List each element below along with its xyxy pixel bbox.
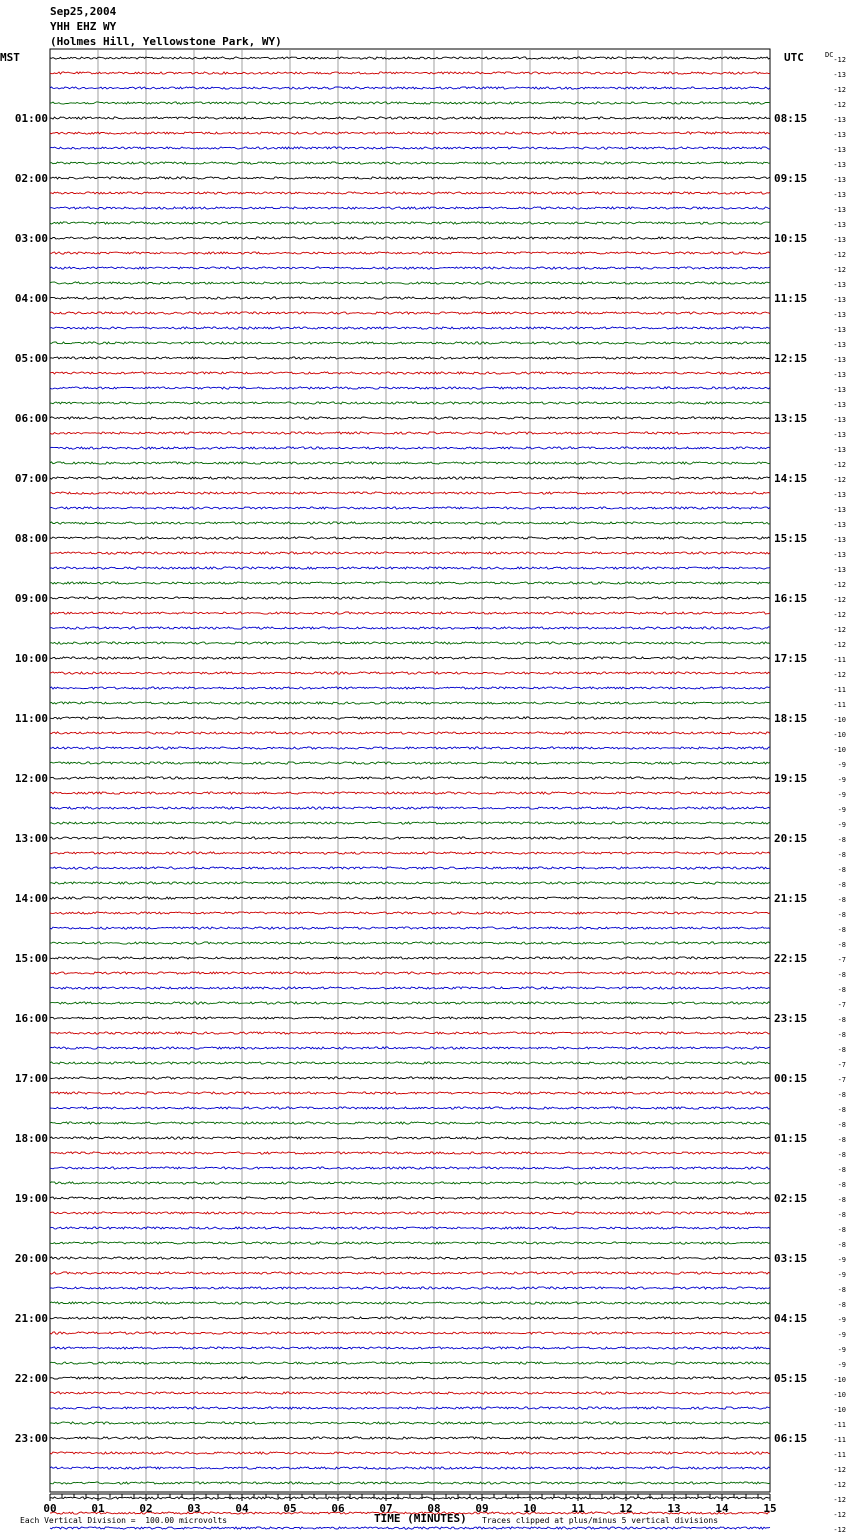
mst-hour-label: 15:00 bbox=[14, 952, 48, 965]
x-tick-label: 02 bbox=[139, 1502, 153, 1515]
trace-group bbox=[50, 57, 770, 1534]
clip-note: Traces clipped at plus/minus 5 vertical divisions bbox=[482, 1516, 719, 1525]
trace-line bbox=[50, 1317, 770, 1319]
dc-offset-label: -12 bbox=[833, 476, 846, 484]
dc-offset-label: -8 bbox=[837, 1286, 846, 1294]
utc-hour-label: 08:15 bbox=[774, 112, 808, 125]
dc-offset-label: -8 bbox=[837, 1211, 846, 1219]
dc-offset-label: -13 bbox=[833, 356, 846, 364]
mst-hour-label: 21:00 bbox=[14, 1312, 48, 1325]
trace-line bbox=[50, 87, 770, 89]
dc-offset-label: -10 bbox=[833, 1391, 846, 1399]
x-tick-label: 06 bbox=[331, 1502, 345, 1515]
x-tick-label: 10 bbox=[523, 1502, 537, 1515]
trace-line bbox=[50, 537, 770, 539]
trace-line bbox=[50, 222, 770, 224]
utc-hour-label: 13:15 bbox=[774, 412, 808, 425]
station-location: (Holmes Hill, Yellowstone Park, WY) bbox=[50, 35, 282, 48]
trace-line bbox=[50, 897, 770, 899]
x-tick-label: 00 bbox=[43, 1502, 57, 1515]
dc-offset-label: -8 bbox=[837, 1106, 846, 1114]
trace-line bbox=[50, 1077, 770, 1079]
dc-offset-label: -8 bbox=[837, 1181, 846, 1189]
utc-hour-label: 17:15 bbox=[774, 652, 808, 665]
dc-offset-label: -13 bbox=[833, 431, 846, 439]
dc-offset-label: -12 bbox=[833, 251, 846, 259]
trace-line bbox=[50, 1227, 770, 1229]
trace-line bbox=[50, 1437, 770, 1439]
utc-axis-title: UTC bbox=[784, 51, 804, 64]
dc-offset-label: -13 bbox=[833, 206, 846, 214]
dc-offset-label: -8 bbox=[837, 1301, 846, 1309]
x-tick-label: 04 bbox=[235, 1502, 249, 1515]
x-tick-label: 09 bbox=[475, 1502, 489, 1515]
dc-offset-label: -13 bbox=[833, 161, 846, 169]
dc-offset-label: -13 bbox=[833, 551, 846, 559]
dc-offset-label: -8 bbox=[837, 1121, 846, 1129]
trace-line bbox=[50, 1527, 770, 1529]
utc-hour-label: 14:15 bbox=[774, 472, 808, 485]
trace-line bbox=[50, 1047, 770, 1049]
dc-offset-label: -13 bbox=[833, 281, 846, 289]
dc-offset-label: -13 bbox=[833, 491, 846, 499]
dc-offset-label: -8 bbox=[837, 866, 846, 874]
dc-offset-label: -13 bbox=[833, 71, 846, 79]
trace-line bbox=[50, 1347, 770, 1349]
trace-line bbox=[50, 1257, 770, 1259]
trace-line bbox=[50, 117, 770, 119]
trace-line bbox=[50, 507, 770, 509]
dc-offset-label: -11 bbox=[833, 1421, 846, 1429]
trace-line bbox=[50, 1467, 770, 1469]
mst-hour-label: 02:00 bbox=[14, 172, 48, 185]
dc-offset-label: -13 bbox=[833, 506, 846, 514]
trace-line bbox=[50, 672, 770, 674]
utc-hour-label: 01:15 bbox=[774, 1132, 808, 1145]
trace-line bbox=[50, 492, 770, 494]
mst-hour-label: 20:00 bbox=[14, 1252, 48, 1265]
mst-hour-label: 22:00 bbox=[14, 1372, 48, 1385]
dc-offset-label: -12 bbox=[833, 581, 846, 589]
dc-offset-label: -8 bbox=[837, 971, 846, 979]
trace-line bbox=[50, 57, 770, 59]
dc-offset-label: -13 bbox=[833, 521, 846, 529]
dc-offset-label: -13 bbox=[833, 311, 846, 319]
grid-lines bbox=[50, 49, 770, 1492]
dc-offset-label: -13 bbox=[833, 296, 846, 304]
trace-line bbox=[50, 927, 770, 929]
dc-offset-label: -9 bbox=[837, 806, 846, 814]
dc-offset-label: -12 bbox=[833, 1466, 846, 1474]
dc-offset-label: -8 bbox=[837, 1016, 846, 1024]
trace-line bbox=[50, 1182, 770, 1184]
trace-line bbox=[50, 1452, 770, 1454]
dc-offset-label: -13 bbox=[833, 116, 846, 124]
x-tick-label: 12 bbox=[619, 1502, 633, 1515]
trace-line bbox=[50, 162, 770, 164]
trace-line bbox=[50, 1197, 770, 1199]
trace-line bbox=[50, 477, 770, 479]
dc-offset-label: -8 bbox=[837, 1136, 846, 1144]
dc-offset-label: -12 bbox=[833, 86, 846, 94]
dc-offset-label: -13 bbox=[833, 536, 846, 544]
trace-line bbox=[50, 732, 770, 734]
dc-offset-label: -8 bbox=[837, 986, 846, 994]
dc-offset-label: -8 bbox=[837, 911, 846, 919]
trace-line bbox=[50, 1362, 770, 1364]
mst-hour-label: 03:00 bbox=[14, 232, 48, 245]
mst-hour-label: 07:00 bbox=[14, 472, 48, 485]
trace-line bbox=[50, 312, 770, 314]
dc-offset-label: -9 bbox=[837, 1271, 846, 1279]
trace-line bbox=[50, 387, 770, 389]
trace-line bbox=[50, 762, 770, 764]
trace-line bbox=[50, 597, 770, 599]
trace-line bbox=[50, 177, 770, 179]
dc-offset-label: -13 bbox=[833, 221, 846, 229]
trace-line bbox=[50, 687, 770, 689]
trace-line bbox=[50, 192, 770, 194]
dc-offset-label: -8 bbox=[837, 881, 846, 889]
mst-hour-label: 16:00 bbox=[14, 1012, 48, 1025]
utc-hour-label: 20:15 bbox=[774, 832, 808, 845]
dc-offset-label: -12 bbox=[833, 1526, 846, 1534]
trace-line bbox=[50, 462, 770, 464]
dc-offset-label: -9 bbox=[837, 1316, 846, 1324]
dc-label: DC bbox=[825, 51, 834, 59]
trace-line bbox=[50, 72, 770, 74]
dc-offset-label: -12 bbox=[833, 461, 846, 469]
utc-hour-label: 00:15 bbox=[774, 1072, 808, 1085]
trace-line bbox=[50, 1242, 770, 1244]
trace-line bbox=[50, 777, 770, 779]
dc-offset-label: -10 bbox=[833, 716, 846, 724]
dc-offset-label: -12 bbox=[833, 56, 846, 64]
dc-offset-label: -13 bbox=[833, 326, 846, 334]
trace-line bbox=[50, 702, 770, 704]
x-tick-label: 01 bbox=[91, 1502, 105, 1515]
trace-line bbox=[50, 1137, 770, 1139]
mst-hour-label: 04:00 bbox=[14, 292, 48, 305]
dc-offset-label: -13 bbox=[833, 191, 846, 199]
utc-hour-label: 11:15 bbox=[774, 292, 808, 305]
trace-line bbox=[50, 147, 770, 149]
trace-line bbox=[50, 237, 770, 239]
mst-hour-label: 11:00 bbox=[14, 712, 48, 725]
dc-offset-label: -10 bbox=[833, 1376, 846, 1384]
dc-offset-label: -8 bbox=[837, 836, 846, 844]
trace-line bbox=[50, 957, 770, 959]
dc-offset-label: -13 bbox=[833, 131, 846, 139]
trace-line bbox=[50, 267, 770, 269]
trace-line bbox=[50, 1107, 770, 1109]
dc-offset-label: -11 bbox=[833, 701, 846, 709]
mst-hour-label: 10:00 bbox=[14, 652, 48, 665]
trace-line bbox=[50, 1272, 770, 1274]
utc-hour-label: 16:15 bbox=[774, 592, 808, 605]
x-tick-label: 05 bbox=[283, 1502, 297, 1515]
trace-line bbox=[50, 972, 770, 974]
x-tick-label: 07 bbox=[379, 1502, 393, 1515]
trace-line bbox=[50, 717, 770, 719]
utc-hour-label: 10:15 bbox=[774, 232, 808, 245]
dc-offset-label: -8 bbox=[837, 1226, 846, 1234]
trace-line bbox=[50, 522, 770, 524]
dc-offset-label: -9 bbox=[837, 1361, 846, 1369]
dc-offset-label: -8 bbox=[837, 1241, 846, 1249]
utc-hour-label: 02:15 bbox=[774, 1192, 808, 1205]
trace-line bbox=[50, 852, 770, 854]
dc-offset-label: -9 bbox=[837, 791, 846, 799]
dc-offset-label: -13 bbox=[833, 566, 846, 574]
dc-offset-label: -12 bbox=[833, 1511, 846, 1519]
utc-hour-label: 05:15 bbox=[774, 1372, 808, 1385]
trace-line bbox=[50, 432, 770, 434]
trace-line bbox=[50, 1017, 770, 1019]
dc-offset-label: -10 bbox=[833, 1406, 846, 1414]
trace-line bbox=[50, 987, 770, 989]
trace-line bbox=[50, 1152, 770, 1154]
trace-line bbox=[50, 297, 770, 299]
trace-line bbox=[50, 1032, 770, 1034]
dc-offset-label: -11 bbox=[833, 1436, 846, 1444]
trace-line bbox=[50, 1377, 770, 1379]
trace-line bbox=[50, 372, 770, 374]
dc-offset-label: -8 bbox=[837, 851, 846, 859]
utc-hour-label: 19:15 bbox=[774, 772, 808, 785]
utc-hour-label: 23:15 bbox=[774, 1012, 808, 1025]
trace-line bbox=[50, 132, 770, 134]
mst-hour-label: 17:00 bbox=[14, 1072, 48, 1085]
dc-offset-label: -12 bbox=[833, 101, 846, 109]
dc-offset-label: -8 bbox=[837, 926, 846, 934]
dc-offset-label: -7 bbox=[837, 1076, 846, 1084]
trace-line bbox=[50, 447, 770, 449]
dc-offset-label: -12 bbox=[833, 671, 846, 679]
mst-hour-label: 06:00 bbox=[14, 412, 48, 425]
trace-line bbox=[50, 327, 770, 329]
utc-hour-label: 03:15 bbox=[774, 1252, 808, 1265]
utc-hour-label: 22:15 bbox=[774, 952, 808, 965]
trace-line bbox=[50, 882, 770, 884]
dc-offset-label: -7 bbox=[837, 1061, 846, 1069]
dc-offset-label: -12 bbox=[833, 641, 846, 649]
trace-line bbox=[50, 837, 770, 839]
dc-offset-label: -11 bbox=[833, 656, 846, 664]
dc-offset-label: -13 bbox=[833, 416, 846, 424]
trace-line bbox=[50, 1287, 770, 1289]
dc-offset-label: -7 bbox=[837, 1001, 846, 1009]
dc-offset-label: -8 bbox=[837, 941, 846, 949]
mst-hour-label: 05:00 bbox=[14, 352, 48, 365]
mst-hour-label: 23:00 bbox=[14, 1432, 48, 1445]
trace-line bbox=[50, 342, 770, 344]
trace-line bbox=[50, 207, 770, 209]
trace-line bbox=[50, 567, 770, 569]
dc-offset-label: -13 bbox=[833, 146, 846, 154]
plot-frame bbox=[50, 49, 770, 1492]
dc-offset-label: -11 bbox=[833, 686, 846, 694]
dc-offset-label: -8 bbox=[837, 1031, 846, 1039]
dc-offset-label: -12 bbox=[833, 1481, 846, 1489]
mst-hour-label: 09:00 bbox=[14, 592, 48, 605]
dc-offset-label: -9 bbox=[837, 1331, 846, 1339]
x-axis-title: TIME (MINUTES) bbox=[374, 1512, 467, 1525]
dc-offset-label: -9 bbox=[837, 761, 846, 769]
utc-hour-label: 15:15 bbox=[774, 532, 808, 545]
trace-line bbox=[50, 1122, 770, 1124]
dc-offset-label: -13 bbox=[833, 176, 846, 184]
trace-line bbox=[50, 1332, 770, 1334]
trace-line bbox=[50, 627, 770, 629]
trace-line bbox=[50, 1482, 770, 1484]
trace-line bbox=[50, 1002, 770, 1004]
trace-line bbox=[50, 942, 770, 944]
trace-line bbox=[50, 822, 770, 824]
trace-line bbox=[50, 1062, 770, 1064]
trace-line bbox=[50, 252, 770, 254]
dc-offset-label: -11 bbox=[833, 1451, 846, 1459]
mst-hour-label: 01:00 bbox=[14, 112, 48, 125]
trace-line bbox=[50, 417, 770, 419]
trace-line bbox=[50, 867, 770, 869]
dc-offset-label: -7 bbox=[837, 956, 846, 964]
trace-line bbox=[50, 1422, 770, 1424]
trace-line bbox=[50, 747, 770, 749]
utc-hour-label: 18:15 bbox=[774, 712, 808, 725]
dc-offset-label: -13 bbox=[833, 401, 846, 409]
utc-hour-label: 21:15 bbox=[774, 892, 808, 905]
trace-line bbox=[50, 1212, 770, 1214]
trace-line bbox=[50, 657, 770, 659]
dc-offset-label: -12 bbox=[833, 596, 846, 604]
dc-offset-label: -13 bbox=[833, 341, 846, 349]
trace-line bbox=[50, 642, 770, 644]
mst-hour-label: 18:00 bbox=[14, 1132, 48, 1145]
dc-offset-label: -8 bbox=[837, 1151, 846, 1159]
dc-offset-label: -13 bbox=[833, 371, 846, 379]
mst-hour-label: 14:00 bbox=[14, 892, 48, 905]
trace-line bbox=[50, 357, 770, 359]
plot-date: Sep25,2004 bbox=[50, 5, 117, 18]
trace-line bbox=[50, 792, 770, 794]
trace-line bbox=[50, 1407, 770, 1409]
utc-hour-label: 09:15 bbox=[774, 172, 808, 185]
x-tick-label: 08 bbox=[427, 1502, 441, 1515]
trace-line bbox=[50, 612, 770, 614]
dc-offset-label: -8 bbox=[837, 1046, 846, 1054]
utc-hour-label: 04:15 bbox=[774, 1312, 808, 1325]
dc-offset-label: -8 bbox=[837, 1091, 846, 1099]
dc-offset-label: -8 bbox=[837, 896, 846, 904]
trace-line bbox=[50, 282, 770, 284]
mst-axis-title: MST bbox=[0, 51, 20, 64]
mst-hour-label: 19:00 bbox=[14, 1192, 48, 1205]
dc-offset-label: -13 bbox=[833, 386, 846, 394]
mst-hour-label: 13:00 bbox=[14, 832, 48, 845]
dc-offset-label: -9 bbox=[837, 1346, 846, 1354]
trace-line bbox=[50, 552, 770, 554]
x-tick-label: 11 bbox=[571, 1502, 585, 1515]
trace-line bbox=[50, 582, 770, 584]
dc-offset-label: -8 bbox=[837, 1166, 846, 1174]
dc-offset-label: -12 bbox=[833, 1496, 846, 1504]
scale-note: Each Vertical Division = 100.00 microvolts bbox=[20, 1516, 228, 1525]
dc-offset-label: -9 bbox=[837, 1256, 846, 1264]
dc-offset-label: -12 bbox=[833, 611, 846, 619]
trace-line bbox=[50, 1392, 770, 1394]
trace-line bbox=[50, 912, 770, 914]
dc-offset-label: -9 bbox=[837, 821, 846, 829]
dc-offset-label: -12 bbox=[833, 266, 846, 274]
dc-offset-label: -13 bbox=[833, 236, 846, 244]
x-tick-label: 14 bbox=[715, 1502, 729, 1515]
trace-line bbox=[50, 807, 770, 809]
axis-labels bbox=[0, 51, 846, 1534]
dc-offset-label: -10 bbox=[833, 746, 846, 754]
utc-hour-label: 12:15 bbox=[774, 352, 808, 365]
x-tick-label: 13 bbox=[667, 1502, 681, 1515]
dc-offset-label: -8 bbox=[837, 1196, 846, 1204]
dc-offset-label: -9 bbox=[837, 776, 846, 784]
trace-line bbox=[50, 1167, 770, 1169]
dc-offset-label: -10 bbox=[833, 731, 846, 739]
trace-line bbox=[50, 402, 770, 404]
trace-line bbox=[50, 1302, 770, 1304]
station-code: YHH EHZ WY bbox=[50, 20, 117, 33]
x-tick-label: 15 bbox=[763, 1502, 777, 1515]
dc-offset-label: -12 bbox=[833, 626, 846, 634]
mst-hour-label: 12:00 bbox=[14, 772, 48, 785]
utc-hour-label: 06:15 bbox=[774, 1432, 808, 1445]
dc-offset-label: -13 bbox=[833, 446, 846, 454]
trace-line bbox=[50, 102, 770, 104]
mst-hour-label: 08:00 bbox=[14, 532, 48, 545]
x-tick-label: 03 bbox=[187, 1502, 201, 1515]
trace-line bbox=[50, 1092, 770, 1094]
